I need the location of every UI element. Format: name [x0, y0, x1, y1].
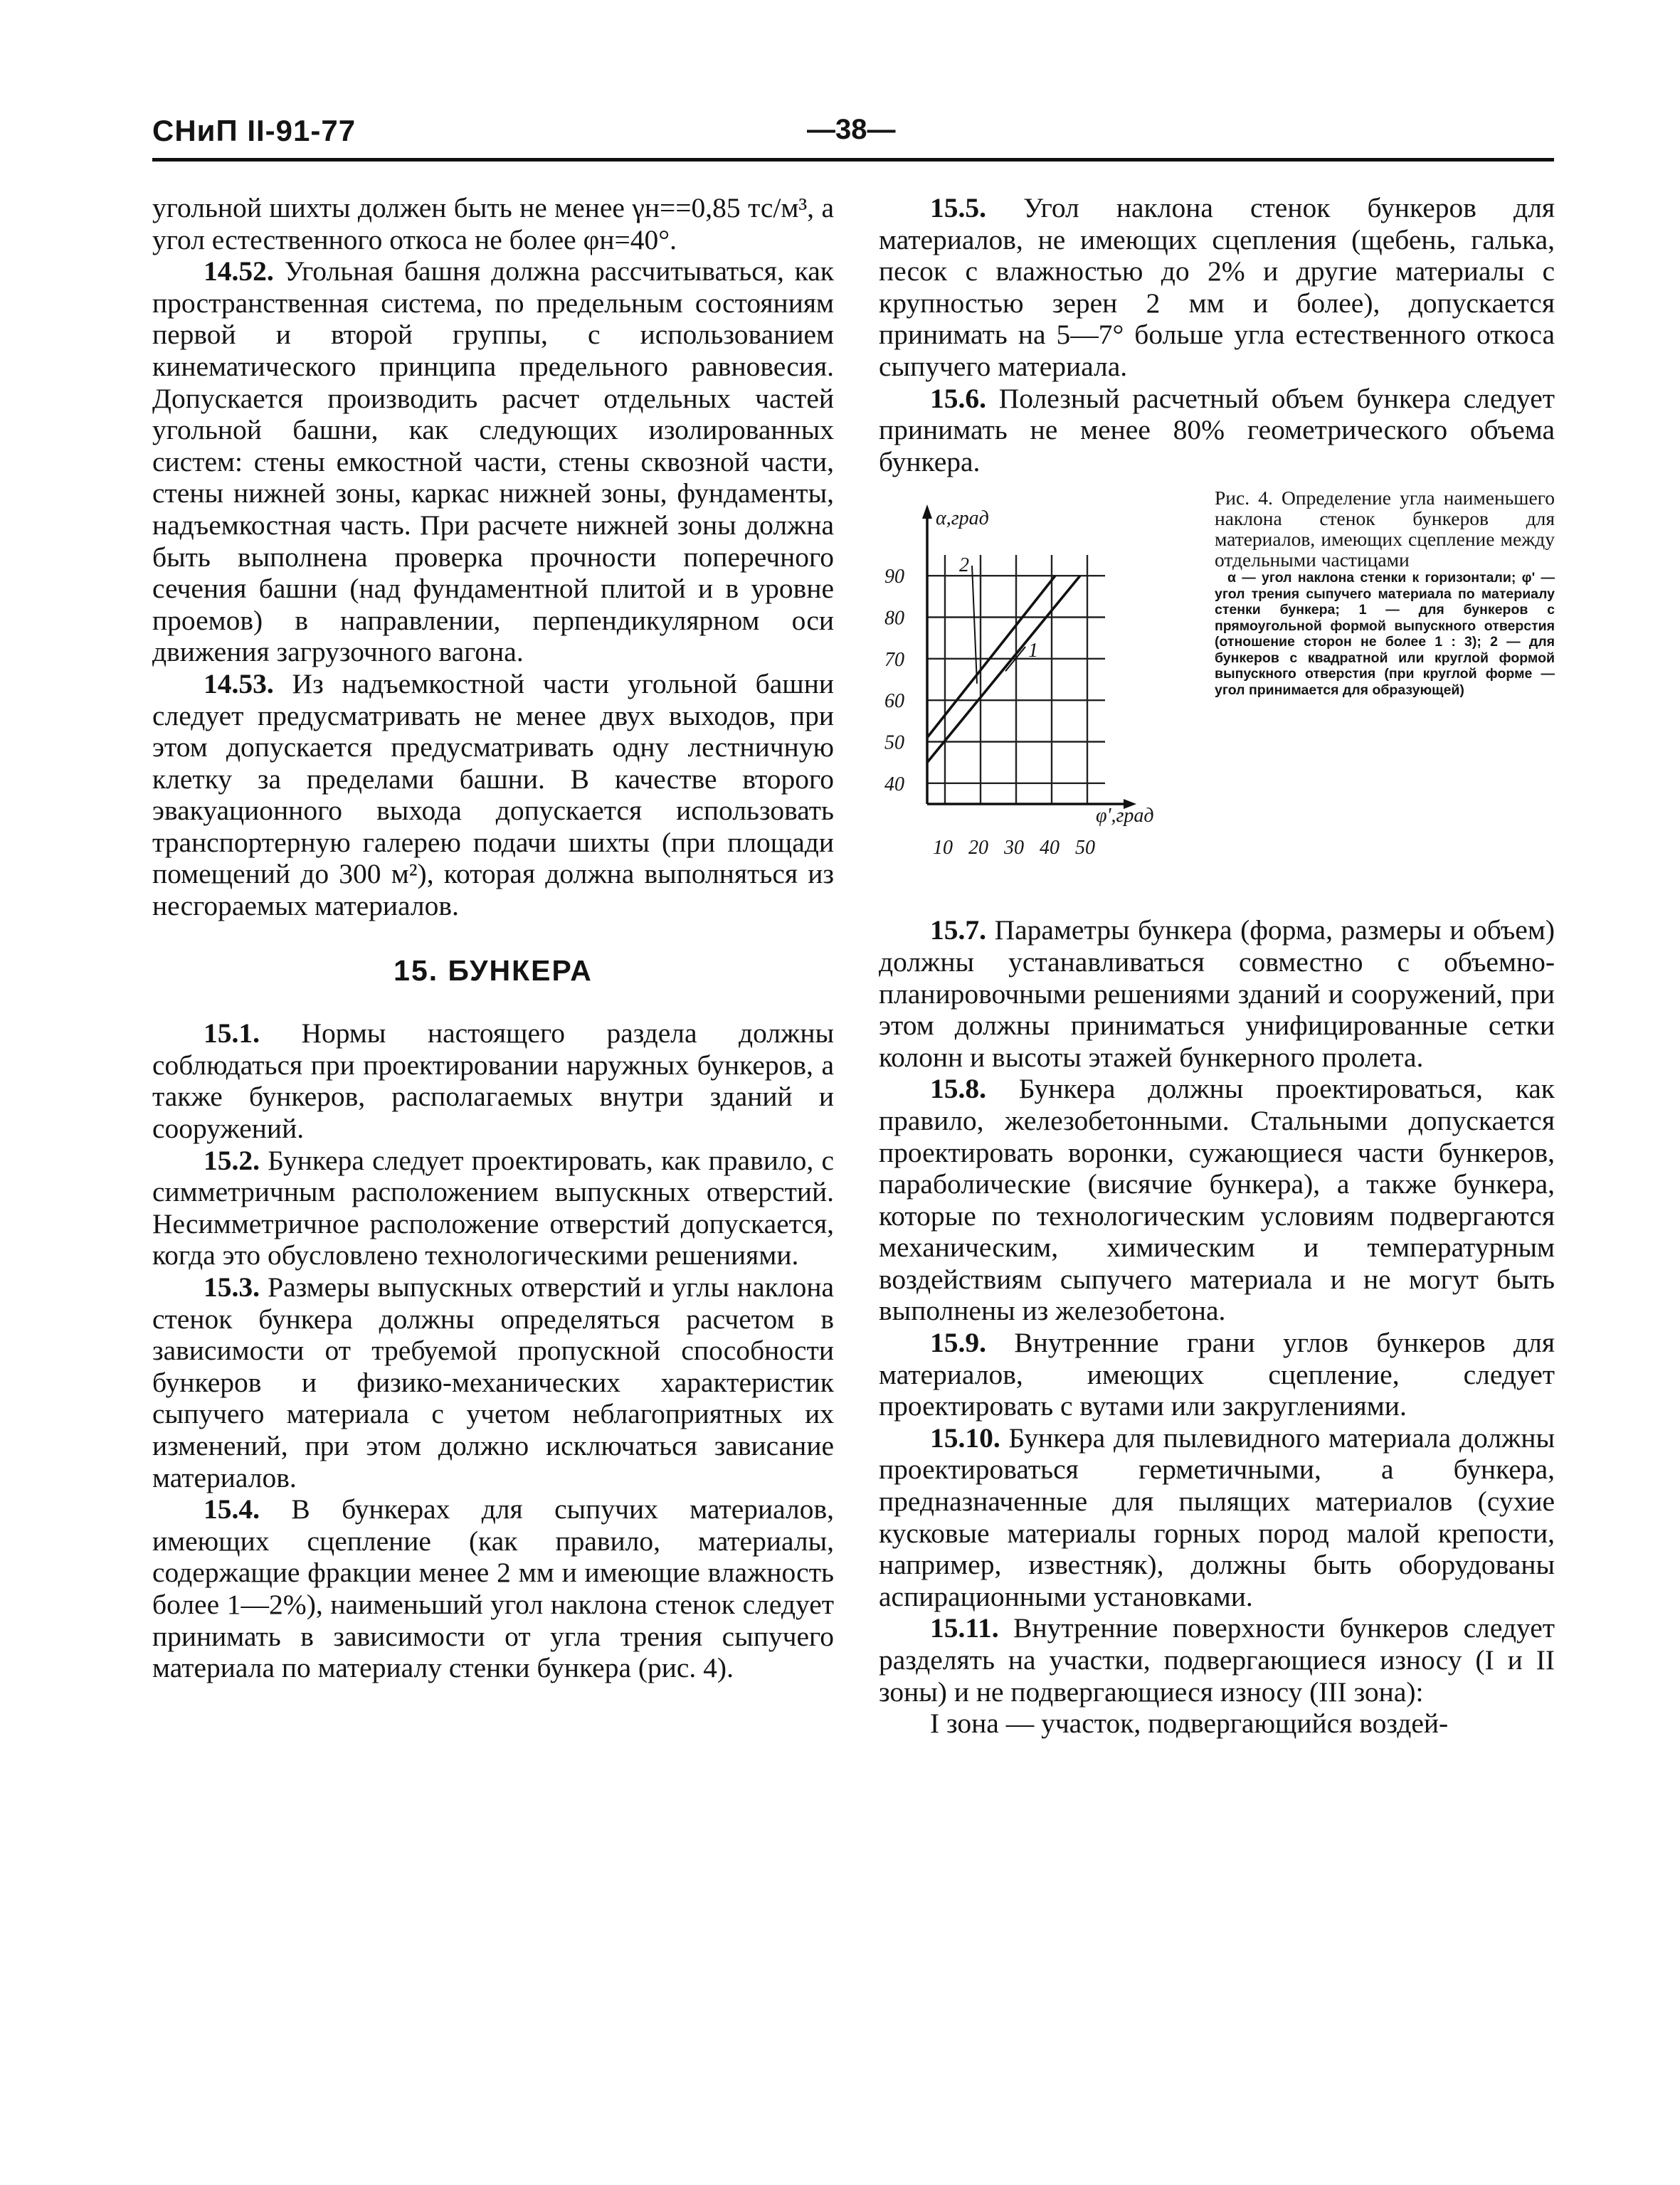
- clause-number: 15.8.: [930, 1073, 986, 1105]
- clause-number: 14.53.: [204, 667, 274, 699]
- clause-number: 15.3.: [204, 1271, 260, 1303]
- x-tick-label: 50: [1075, 837, 1095, 859]
- clause-15-9: [879, 1327, 1555, 1422]
- x-tick-label: 30: [1004, 837, 1024, 859]
- y-tick-label: 60: [884, 690, 904, 713]
- y-tick-label: 70: [884, 649, 904, 672]
- clause-15-7: [879, 914, 1555, 1073]
- clause-number: 15.4.: [204, 1493, 260, 1525]
- document-code: СНиП II-91-77: [152, 114, 356, 147]
- page-number: —38—: [807, 114, 896, 145]
- x-tick-label: 10: [933, 837, 953, 859]
- series-label-1: 1: [1028, 640, 1038, 662]
- clause-text: Полезный расчетный объем бункера следует принимать не менее 80% геометрического объема бункера.: [879, 382, 1555, 477]
- clause-text: Параметры бункера (форма, размеры и объем) должны устанавливаться совместно с объемно-планировочными решениями зданий и сооружений, при этом должны приниматься унифицированные сетки колонн и высоты этажей бункерного пролета.: [879, 914, 1555, 1073]
- clause-15-4: [152, 1493, 834, 1684]
- clause-15-6: [879, 383, 1555, 478]
- clause-number: 15.10.: [930, 1422, 1000, 1454]
- x-tick-label: 20: [968, 837, 988, 859]
- series-label-2-leader: [972, 566, 977, 684]
- y-tick-label: 40: [884, 773, 904, 796]
- paragraph-continuation: угольной шихты должен быть не менее γн==0,85 тс/м³, а угол естественного откоса не более φн=40°.: [152, 192, 834, 255]
- page-header: [152, 114, 1554, 158]
- figure-caption: [1215, 487, 1555, 698]
- chart-ticks: [884, 554, 1095, 859]
- zone-1-text: I зона — участок, подвергающийся воздей-: [930, 1708, 1449, 1740]
- clause-text: Нормы настоящего раздела должны соблюдаться при проектировании наружных бункеров, а также бункеров, располагаемых внутри зданий и сооружений.: [152, 1017, 834, 1145]
- clause-number: 15.6.: [930, 382, 986, 414]
- section-title: 15. БУНКЕРА: [393, 953, 593, 987]
- clause-number: 15.11.: [930, 1612, 999, 1644]
- clause-number: 15.1.: [204, 1017, 260, 1049]
- clause-number: 15.2.: [204, 1144, 260, 1176]
- clause-number: 14.52.: [204, 255, 274, 287]
- clause-15-5: [879, 192, 1555, 383]
- figure-title: Рис. 4. Определение угла наименьшего наклона стенок бункеров для материалов, имеющих сцепление между отдельными частицами: [1215, 487, 1555, 571]
- series-label-2: 2: [959, 554, 969, 577]
- header-rule: [152, 158, 1554, 162]
- clause-text: Внутренние грани углов бункеров для материалов, имеющих сцепление, следует проектировать с вутами или закруглениями.: [879, 1327, 1555, 1422]
- y-tick-label: 90: [884, 566, 904, 588]
- clause-text: Бункера для пылевидного материала должны проектироваться герметичными, а бункера, предназначенные для пылящих материалов (сухие кусковые материалы горных пород малой крепости, например, известняк), должны быть оборудованы аспирационными установками.: [879, 1422, 1555, 1612]
- figure-4: [879, 487, 1555, 907]
- clause-15-2: [152, 1145, 834, 1271]
- clause-15-1: [152, 1017, 834, 1144]
- clause-15-8: [879, 1073, 1555, 1327]
- right-column: [879, 192, 1555, 1740]
- clause-text: В бункерах для сыпучих материалов, имеющих сцепление (как правило, материалы, содержащие фракции менее 2 мм и имеющие влажность более 1—2%), наименьший угол наклона стенок следует принимать в зависимости от угла трения сыпучего материала по материалу стенки бункера (рис. 4).: [152, 1493, 834, 1684]
- chart-series: [927, 576, 1080, 763]
- clause-number: 15.5.: [930, 192, 986, 223]
- series-line-1: [927, 576, 1080, 763]
- left-column: [152, 192, 834, 1684]
- clause-text: Размеры выпускных отверстий и углы наклона стенок бункера должны определяться расчетом в зависимости от требуемой пропускной способности бункеров и физико-механических характеристик сыпучего материала с учетом неблагоприятных их изменений, при этом должно исключаться зависание материалов.: [152, 1271, 834, 1493]
- clause-number: 15.9.: [930, 1327, 986, 1359]
- y-tick-label: 50: [884, 731, 904, 754]
- clause-text: Угольная башня должна рассчитываться, как пространственная система, по предельным состояниям первой и второй группы, с использованием кинематического принципа предельного равновесия. Допускается производить расчет отдельных частей угольной башни, как следующих изолированных систем: стены емкостной части, стены сквозной части, стены нижней зоны, каркас нижней зоны, фундаменты, надъемкостная часть. При расчете нижней зоны должна быть выполнена проверка прочности поперечного сечения башни (над фундаментной плитой и в уровне проемов) в направлении, перпендикулярном оси движения загрузочного вагона.: [152, 255, 834, 668]
- clause-14-52: [152, 255, 834, 668]
- clause-15-3: [152, 1271, 834, 1493]
- x-axis-label: φ',град: [1096, 805, 1154, 827]
- clause-text: Бункера следует проектировать, как правило, с симметричным расположением выпускных отверстий. Несимметричное расположение отверстий допускается, когда это обусловлено технологическими решениями.: [152, 1144, 834, 1271]
- clause-text: Угол наклона стенок бункеров для материалов, не имеющих сцепления (щебень, галька, песок с влажностью до 2% и другие материалы с крупностью зерен 2 мм и более), допускается принимать на 5—7° больше угла естественного откоса сыпучего материала.: [879, 192, 1555, 382]
- clause-text: Из надъемкостной части угольной башни следует предусматривать не менее двух выходов, при этом допускается предусматривать одну лестничную клетку за пределами башни. В качестве второго эвакуационного выхода допускается использовать транспортерную галерею подачи шихты (при площади помещений до 300 м²), которая должна выполняться из несгораемых материалов.: [152, 667, 834, 922]
- y-tick-label: 80: [884, 607, 904, 630]
- chart-grid: [927, 555, 1105, 804]
- clause-15-11: [879, 1612, 1555, 1708]
- clause-15-10: [879, 1422, 1555, 1613]
- x-tick-label: 40: [1040, 837, 1060, 859]
- clause-14-53: [152, 668, 834, 922]
- y-axis-label: α,град: [936, 507, 989, 530]
- clause-text: Внутренние поверхности бункеров следует разделять на участки, подвергающиеся износу (I и II зоны) и не подвергающиеся износу (III зона):: [879, 1612, 1555, 1708]
- figure-4-chart: [879, 487, 1213, 886]
- figure-legend: α — угол наклона стенки к горизонтали; φ' — угол трения сыпучего материала по материалу стенки бункера; 1 — для бункеров с прямоугольной формой выпускного отверстия (отношение сторон не более 1 : 3); 2 — для бункеров с квадратной или круглой формой выпускного отверстия (при круглой форме — угол принимается для образующей): [1215, 570, 1555, 698]
- clause-text: Бункера должны проектироваться, как правило, железобетонными. Стальными допускается проектировать воронки, сужающиеся части бункеров, параболические (висячие бункера), а также бункера, которые по технологическим условиям подвергаются механическим, химическим и температурным воздействиям сыпучего материала и не могут быть выполнены из железобетона.: [879, 1073, 1555, 1327]
- y-axis-arrow: [922, 504, 932, 519]
- clause-number: 15.7.: [930, 914, 986, 946]
